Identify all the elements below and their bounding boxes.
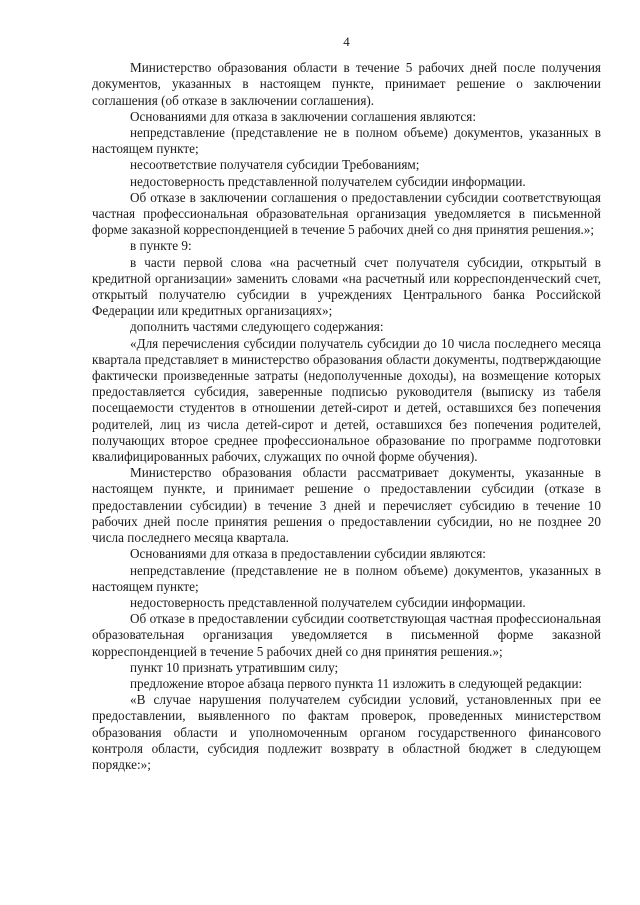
- paragraph-add-parts: дополнить частями следующего содержания:: [130, 319, 384, 335]
- paragraph-item-10-void: пункт 10 признать утратившим силу;: [130, 659, 339, 675]
- paragraph-documents-submission: «Для перечисления субсидии получатель субсидии до 10 числа последнего месяца квартала представляет в министерство образования области документы, подтверждающие фактически произведенные затраты (недополученные доходы), на возмещение которых предоставляется субсидия, заверенные подписью руководителя (выписку из табеля посещаемости студентов в отношении детей-сирот и детей, оставшихся без попечения родителей, лиц из числа детей-сирот и детей, оставшихся без попечения родителей, получающих второе среднее профессиональное образование по программе подготовки квалифицированных рабочих, служащих по очной форме обучения).: [92, 335, 601, 465]
- paragraph-subsidy-refusal-notification: Об отказе в предоставлении субсидии соответствующая частная профессиональная образовательная организация уведомляется в письменной форме заказной корреспонденцией в течение 5 рабочих дней со дня принятия решения.»;: [92, 611, 601, 659]
- paragraph-refusal-notification: Об отказе в заключении соглашения о предоставлении субсидии соответствующая частная профессиональная образовательная организация уведомляется в письменной форме заказной корреспонденцией в течение 5 рабочих дней со дня принятия решения.»;: [92, 189, 601, 238]
- document-page: [92, 34, 601, 773]
- paragraph-subsidy-refusal-grounds-heading: Основаниями для отказа в предоставлении субсидии являются:: [130, 546, 486, 562]
- paragraph-subsidy-refusal-documents: непредставление (представление не в полном объеме) документов, указанных в настоящем пункте;: [92, 562, 601, 594]
- paragraph-refusal-grounds-heading: Основаниями для отказа в заключении соглашения являются:: [130, 108, 477, 124]
- page-number: 4: [343, 34, 350, 49]
- paragraph-refusal-ground-requirements: несоответствие получателя субсидии Требованиям;: [130, 157, 420, 173]
- paragraph-ministry-review: Министерство образования области рассматривает документы, указанные в настоящем пункте, и принимает решение о предоставлении субсидии (отказе в предоставлении субсидии) в течение 3 дней и перечисляет субсидию в течение 10 рабочих дней после принятия решения о предоставлении субсидии, но не позднее 20 числа последнего месяца квартала.: [92, 465, 601, 546]
- paragraph-item-11-amendment: предложение второе абзаца первого пункта 11 изложить в следующей редакции:: [130, 675, 583, 691]
- paragraph-account-replacement: в части первой слова «на расчетный счет получателя субсидии, открытый в кредитной организации» заменить словами «на расчетный или корреспонденческий счет, открытый получателю субсидии в учреждениях Центрального банка Российской Федерации или кредитных организациях»;: [92, 254, 601, 319]
- paragraph-decision-term: Министерство образования области в течение 5 рабочих дней после получения документов, указанных в настоящем пункте, принимает решение о заключении соглашения (об отказе в заключении соглашения).: [92, 60, 601, 108]
- paragraph-subsidy-return: «В случае нарушения получателем субсидии условий, установленных при ее предоставлении, выявленного по фактам проверок, проведенных министерством образования области и уполномоченным органом государственного финансового контроля области, субсидия подлежит возврату в областной бюджет в следующем порядке:»;: [92, 692, 601, 772]
- paragraph-refusal-ground-information: недостоверность представленной получателем субсидии информации.: [130, 173, 526, 189]
- paragraph-refusal-ground-documents: непредставление (представление не в полном объеме) документов, указанных в настоящем пункте;: [92, 125, 601, 157]
- paragraph-item-9: в пункте 9:: [130, 238, 192, 254]
- paragraph-subsidy-refusal-information: недостоверность представленной получателем субсидии информации.: [130, 594, 526, 610]
